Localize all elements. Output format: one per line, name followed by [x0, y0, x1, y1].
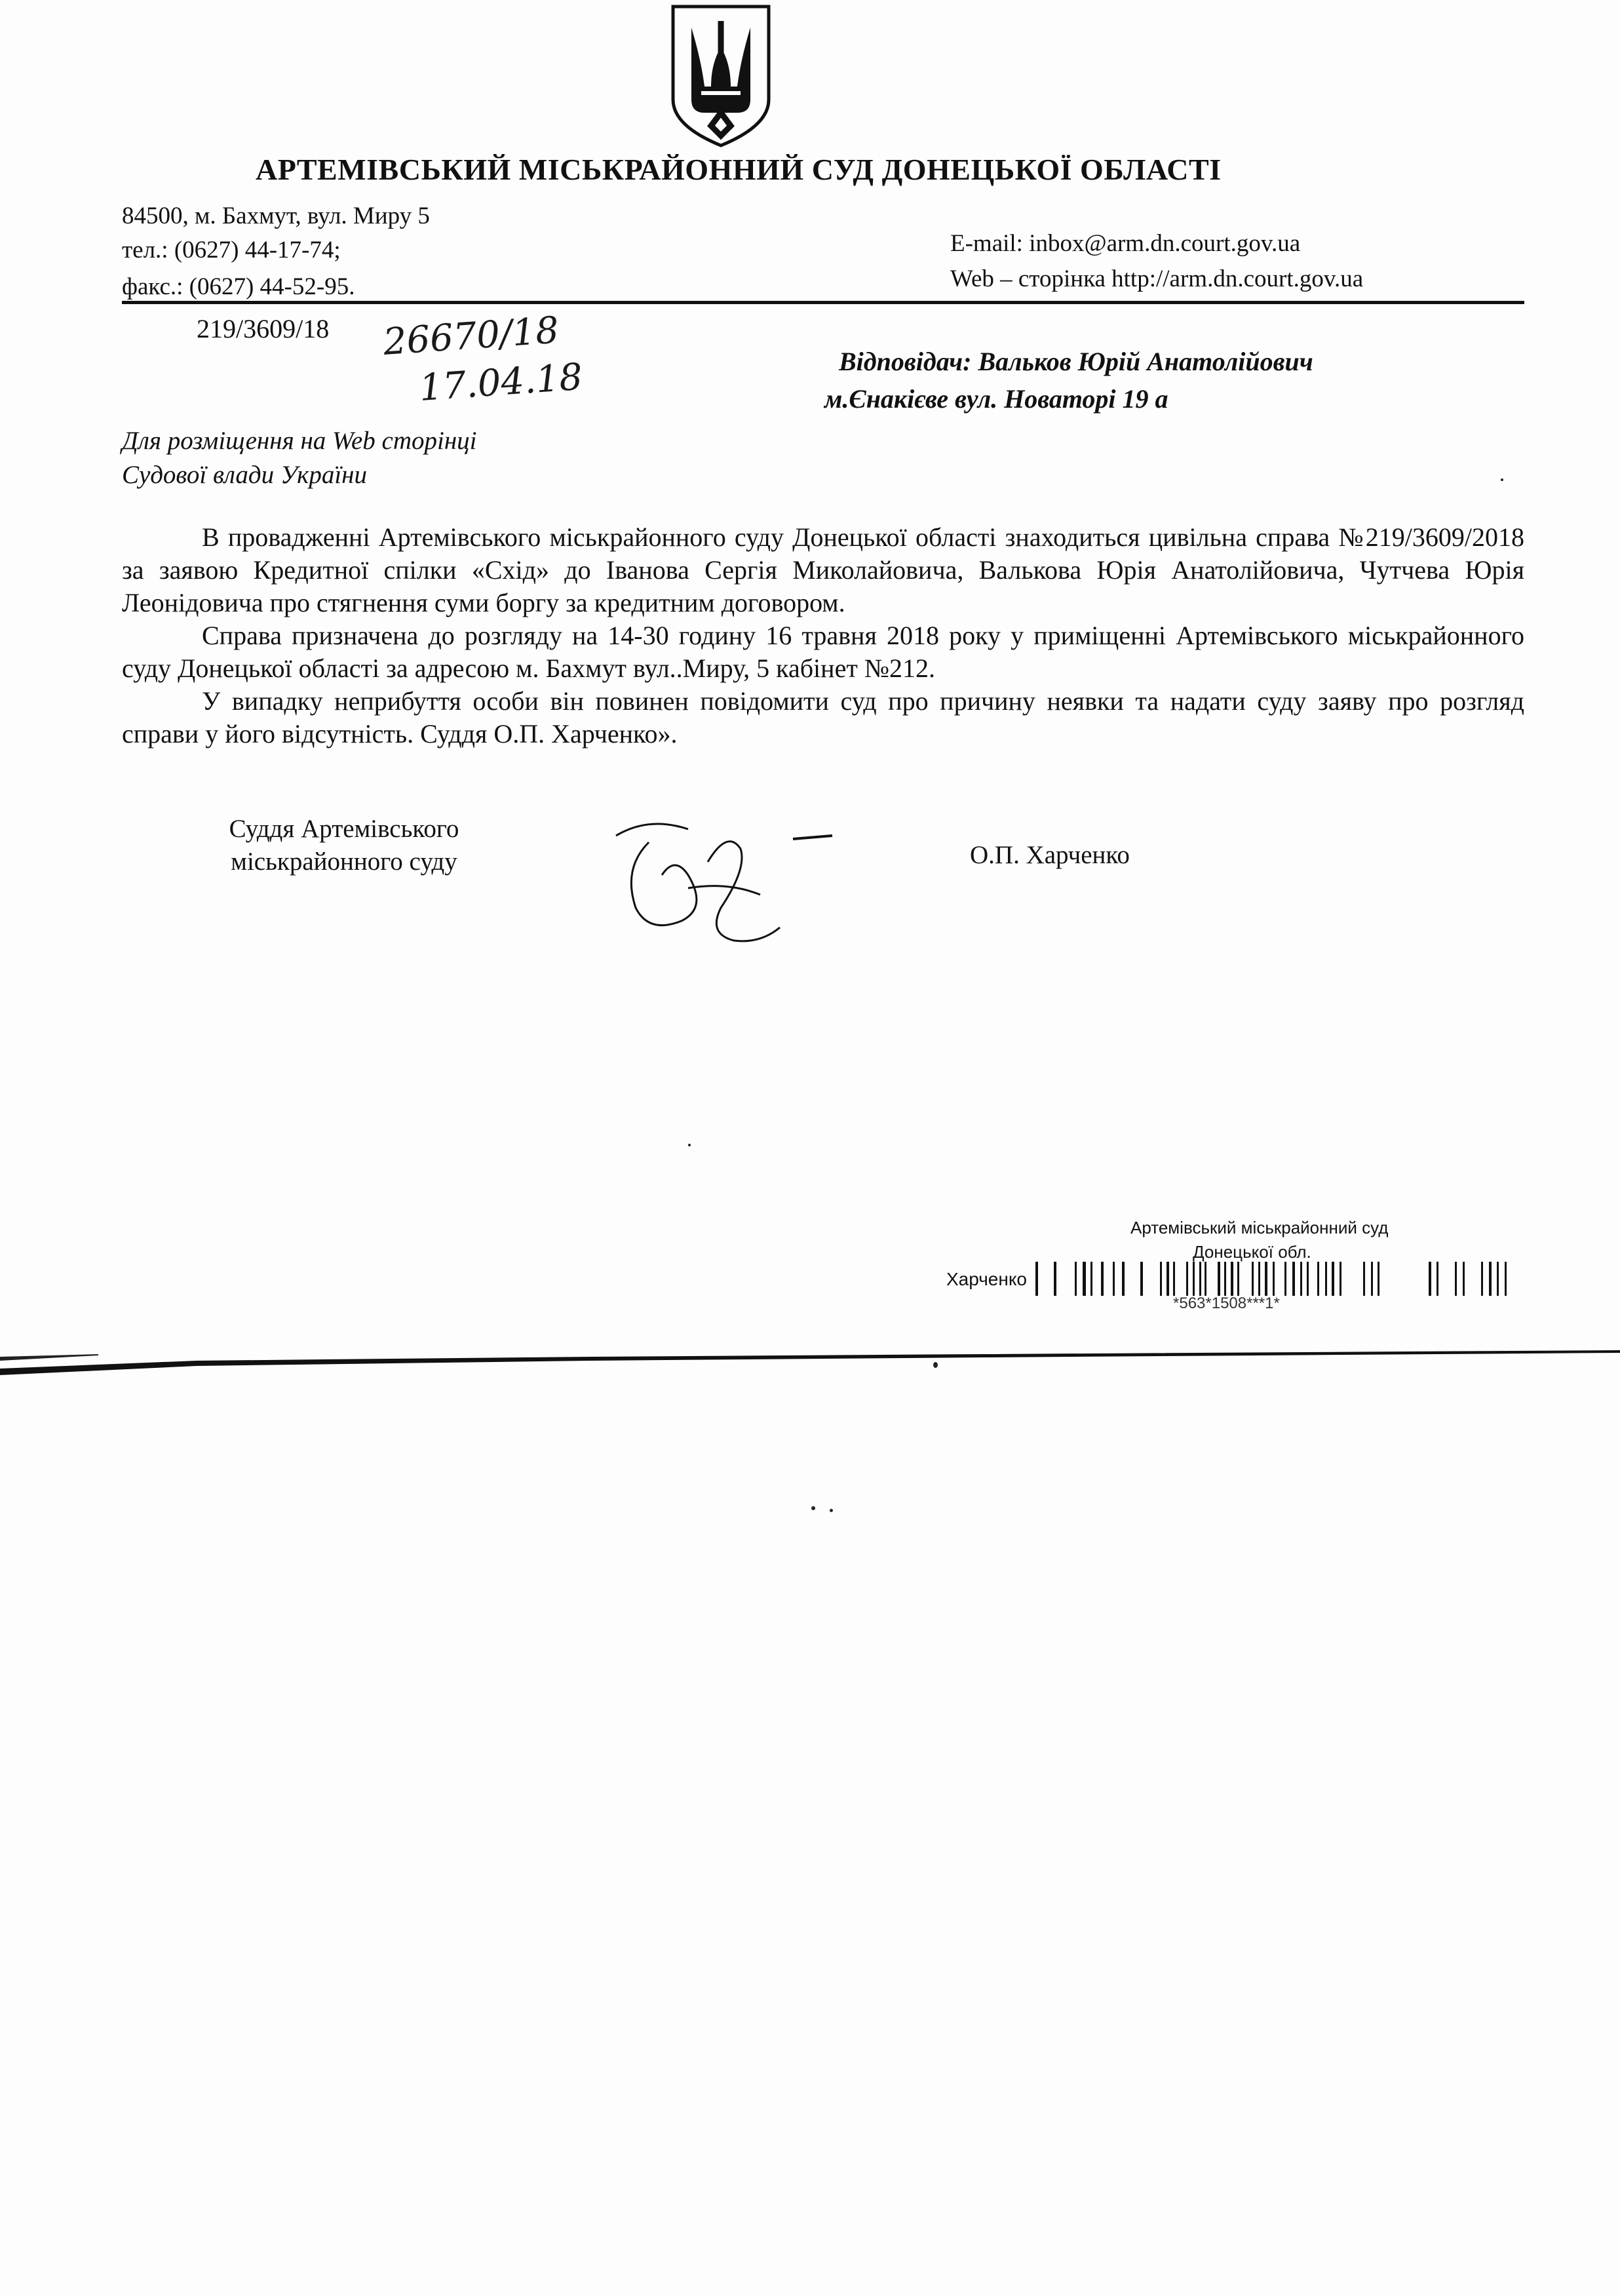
case-number: 219/3609/18: [197, 314, 330, 343]
respondent-name: Відповідач: Вальков Юрій Анатолійович: [839, 347, 1313, 376]
stamp-region: Донецької обл.: [1193, 1242, 1311, 1262]
judge-title-line-2: міськрайонного суду: [231, 847, 457, 876]
stamp-court-name: Артемівський міськрайонний суд: [1130, 1218, 1389, 1237]
web-placement-note: Для розміщення на Web сторінці: [122, 427, 477, 455]
barcode: [1035, 1262, 1514, 1296]
web-placement-note-2: Судової влади України: [122, 461, 368, 489]
court-website: Web – сторінка http://arm.dn.court.gov.ua: [950, 265, 1364, 292]
scan-speck: [1501, 478, 1503, 481]
court-phone: тел.: (0627) 44-17-74;: [122, 237, 341, 263]
notice-paragraph-3: У випадку неприбуття особи він повинен повідомити суд про причину неявки та надати суду заяву про розгляд справи у його відсутність. Суддя О.П. Харченко».: [122, 686, 1524, 749]
court-fax: факс.: (0627) 44-52-95.: [122, 273, 355, 300]
judge-title-line-1: Суддя Артемівського: [229, 815, 459, 843]
judge-signature: [609, 809, 885, 954]
scan-speck: [933, 1362, 938, 1368]
notice-body: [122, 521, 1524, 750]
judge-title: [197, 813, 492, 878]
scan-speck: [830, 1509, 833, 1512]
handwritten-date: 17.04.18: [417, 355, 585, 410]
court-address: 84500, м. Бахмут, вул. Миру 5: [122, 203, 430, 229]
barcode-number: *563*1508***1*: [1173, 1294, 1280, 1312]
scan-edge-line: [0, 1337, 1620, 1376]
header-divider: [122, 301, 1524, 304]
scan-speck: [811, 1506, 815, 1510]
court-name: АРТЕМІВСЬКИЙ МІСЬКРАЙОННИЙ СУД ДОНЕЦЬКОЇ ОБЛАСТІ: [256, 153, 1222, 186]
trident-emblem-icon: [665, 1, 777, 149]
respondent-address: м.Єнакієве вул. Новаторі 19 а: [824, 384, 1168, 414]
stamp-judge-name: Харченко: [946, 1269, 1027, 1289]
judge-name: О.П. Харченко: [970, 841, 1130, 869]
scan-speck: [688, 1144, 691, 1146]
notice-paragraph-2: Справа призначена до розгляду на 14-30 годину 16 травня 2018 року у приміщенні Артемівського міськрайонного суду Донецької області за адресою м. Бахмут вул..Миру, 5 кабінет №212.: [122, 621, 1524, 683]
court-email: E-mail: inbox@arm.dn.court.gov.ua: [950, 230, 1301, 257]
handwritten-incoming-number: 26670/18: [381, 309, 560, 364]
notice-paragraph-1: В провадженні Артемівського міськрайонного суду Донецької області знаходиться цивільна справа №219/3609/2018 за заявою Кредитної спілки «Схід» до Іванова Сергія Миколайовича, Валькова Юрія Анатолійовича, Чутчева Юрія Леонідовича про стягнення суми боргу за кредитним договором.: [122, 522, 1524, 617]
